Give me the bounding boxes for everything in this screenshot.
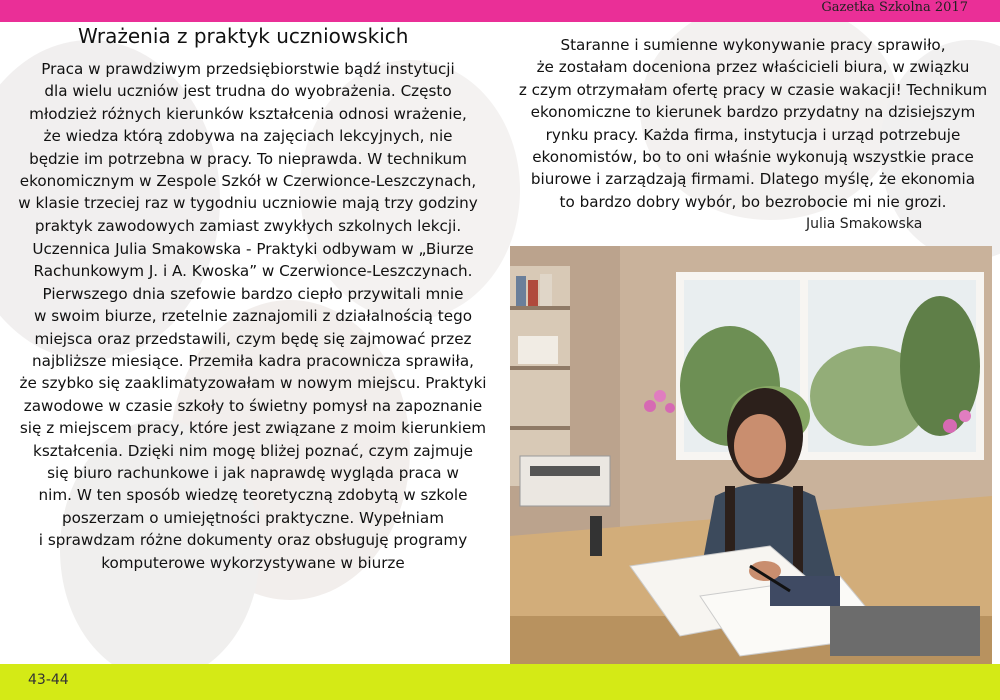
- text-line: że szybko się zaaklimatyzowałam w nowym miejscu. Praktyki: [19, 374, 487, 393]
- text-line: młodzież różnych kierunków kształcenia odnosi wrażenie,: [29, 104, 467, 123]
- text-line: miejsca oraz przedstawili, czym będę się zajmować przez: [34, 329, 472, 348]
- text-line: Praca w prawdziwym przedsiębiorstwie bądź instytucji: [41, 60, 455, 78]
- text-line: dla wielu uczniów jest trudna do wyobrażenia. Często: [44, 82, 452, 101]
- text-line: najbliższe miesiące. Przemiła kadra pracownicza sprawiła,: [32, 352, 474, 371]
- text-line: Pierwszego dnia szefowie bardzo ciepło przywitali mnie: [42, 284, 464, 303]
- text-line: Uczennica Julia Smakowska - Praktyki odbywam w „Biurze: [32, 240, 474, 258]
- text-line: ekonomiczne to kierunek bardzo przydatny na dzisiejszym: [530, 103, 976, 122]
- text-line: Staranne i sumienne wykonywanie pracy sprawiło,: [560, 36, 946, 54]
- text-line: że wiedza którą zdobywa na zajęciach lekcyjnych, nie: [43, 127, 453, 146]
- text-line: ekonomistów, bo to oni właśnie wykonują wszystkie prace: [532, 148, 974, 167]
- continuation-paragraph: [508, 34, 998, 213]
- text-line: nim. W ten sposób wiedzę teoretyczną zdobytą w szkole: [38, 486, 468, 505]
- text-line: poszerzam o umiejętności praktyczne. Wypełniam: [61, 508, 445, 527]
- article-title: Wrażenia z praktyk uczniowskich: [78, 24, 409, 48]
- text-line: się z miejscem pracy, które jest związane z moim kierunkiem: [19, 419, 487, 438]
- text-line: ekonomicznym w Zespole Szkół w Czerwionce-Leszczynach,: [19, 172, 477, 191]
- text-line: że zostałam doceniona przez właścicieli biura, w związku: [536, 58, 970, 77]
- page-number: 43-44: [28, 672, 69, 688]
- text-line: Rachunkowym J. i A. Kwoska” w Czerwionce-Leszczynach.: [33, 262, 473, 281]
- text-line: z czym otrzymałam ofertę pracy w czasie wakacji! Technikum: [518, 80, 988, 99]
- author-signature: Julia Smakowska: [806, 216, 923, 232]
- text-line: rynku pracy. Każda firma, instytucja i urząd potrzebuje: [545, 125, 961, 144]
- text-line: komputerowe wykorzystywane w biurze: [101, 553, 405, 572]
- newspaper-title: Gazetka Szkolna 2017: [821, 0, 968, 15]
- footer-bar: [0, 664, 1000, 700]
- text-line: praktyk zawodowych zamiast zwykłych szkolnych lekcji.: [34, 216, 462, 235]
- text-line: w klasie trzeciej raz w tygodniu uczniowie mają trzy godziny: [18, 194, 478, 213]
- office-photo: [510, 246, 992, 672]
- text-line: to bardzo dobry wybór, bo bezrobocie mi nie grozi.: [559, 192, 947, 211]
- header-bar: [0, 0, 1000, 22]
- text-line: biurowe i zarządzają firmami. Dlatego myślę, że ekonomia: [530, 170, 976, 189]
- text-line: i sprawdzam różne dokumenty oraz obsługuję programy: [38, 531, 468, 550]
- text-line: kształcenia. Dzięki nim mogę bliżej poznać, czym zajmuje: [33, 441, 473, 460]
- text-line: w swoim biurze, rzetelnie zaznajomili z działalnością tego: [33, 307, 473, 326]
- intro-paragraph: [6, 58, 490, 237]
- text-line: zawodowe w czasie szkoły to świetny pomysł na zapoznanie: [23, 396, 483, 415]
- text-line: będzie im potrzebna w pracy. To nieprawda. W technikum: [29, 149, 467, 168]
- text-line: się biuro rachunkowe i jak naprawdę wygląda praca w: [47, 464, 459, 483]
- body-paragraph: [4, 238, 502, 574]
